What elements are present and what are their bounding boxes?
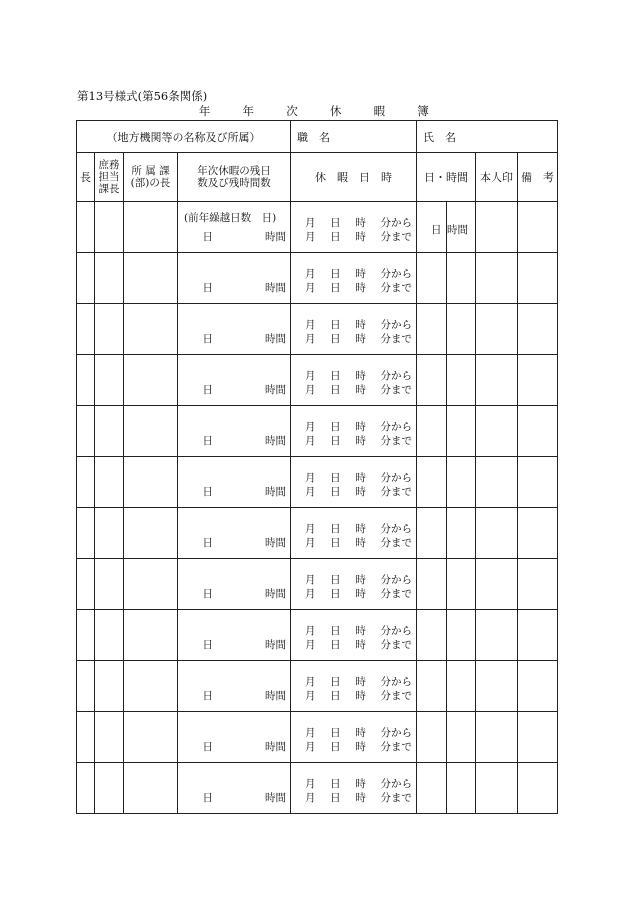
leave-period-cell[interactable]: 月 日 時 分から 月 日 時 分まで bbox=[291, 202, 417, 253]
chief-seal-cell[interactable] bbox=[77, 355, 95, 406]
entry-row bbox=[77, 610, 558, 661]
day-hour-cell[interactable] bbox=[417, 457, 476, 508]
chief-seal-cell[interactable] bbox=[77, 202, 95, 253]
personal-seal-cell[interactable] bbox=[476, 712, 518, 763]
remarks-cell[interactable] bbox=[518, 253, 558, 304]
header-row-columns bbox=[77, 153, 558, 202]
day-hour-cell[interactable] bbox=[417, 559, 476, 610]
division-head-seal-cell[interactable] bbox=[124, 508, 178, 559]
entry-row bbox=[77, 661, 558, 712]
personal-seal-cell[interactable] bbox=[476, 610, 518, 661]
entry-row bbox=[77, 406, 558, 457]
general-affairs-seal-cell[interactable] bbox=[95, 355, 124, 406]
division-head-seal-cell[interactable] bbox=[124, 763, 178, 814]
leave-period-cell[interactable]: 月 日 時 分から 月 日 時 分まで bbox=[291, 763, 417, 814]
header-row-org bbox=[77, 121, 558, 153]
leave-period-cell[interactable]: 月 日 時 分から 月 日 時 分まで bbox=[291, 610, 417, 661]
division-head-seal-cell[interactable] bbox=[124, 610, 178, 661]
remarks-cell[interactable] bbox=[518, 406, 558, 457]
col-division-head: 所 属 課 (部)の長 bbox=[124, 153, 178, 202]
general-affairs-seal-cell[interactable] bbox=[95, 457, 124, 508]
entry-row bbox=[77, 457, 558, 508]
day-hour-cell[interactable] bbox=[417, 712, 476, 763]
remaining-leave-cell[interactable]: (前年繰越日数 日) 日 時間 bbox=[178, 202, 291, 253]
personal-seal-cell[interactable] bbox=[476, 406, 518, 457]
leave-period-cell[interactable]: 月 日 時 分から 月 日 時 分まで bbox=[291, 508, 417, 559]
remarks-cell[interactable] bbox=[518, 457, 558, 508]
col-day-hour: 日・時間 bbox=[417, 153, 476, 202]
leave-period-cell[interactable]: 月 日 時 分から 月 日 時 分まで bbox=[291, 661, 417, 712]
day-hour-cell[interactable] bbox=[417, 253, 476, 304]
remarks-cell[interactable] bbox=[518, 202, 558, 253]
chief-seal-cell[interactable] bbox=[77, 406, 95, 457]
day-hour-cell[interactable] bbox=[417, 763, 476, 814]
personal-seal-cell[interactable] bbox=[476, 763, 518, 814]
col-general-affairs: 庶務 担当 課長 bbox=[95, 153, 124, 202]
division-head-seal-cell[interactable] bbox=[124, 355, 178, 406]
entry-row bbox=[77, 355, 558, 406]
remaining-leave-cell[interactable]: 日 時間 bbox=[178, 610, 291, 661]
personal-seal-cell[interactable] bbox=[476, 355, 518, 406]
leave-period-cell[interactable]: 月 日 時 分から 月 日 時 分まで bbox=[291, 559, 417, 610]
remaining-leave-cell[interactable]: 日 時間 bbox=[178, 508, 291, 559]
entry-row bbox=[77, 202, 558, 253]
general-affairs-seal-cell[interactable] bbox=[95, 304, 124, 355]
day-hour-cell[interactable] bbox=[417, 304, 476, 355]
remaining-leave-cell[interactable]: 日 時間 bbox=[178, 355, 291, 406]
day-hour-cell[interactable] bbox=[417, 355, 476, 406]
chief-seal-cell[interactable] bbox=[77, 763, 95, 814]
division-head-seal-cell[interactable] bbox=[124, 202, 178, 253]
general-affairs-seal-cell[interactable] bbox=[95, 253, 124, 304]
general-affairs-seal-cell[interactable] bbox=[95, 763, 124, 814]
col-seal: 本人印 bbox=[476, 153, 518, 202]
page-title: 年 年 次 休 暇 簿 bbox=[198, 104, 440, 118]
chief-seal-cell[interactable] bbox=[77, 304, 95, 355]
entry-row bbox=[77, 508, 558, 559]
remaining-leave-cell[interactable]: 日 時間 bbox=[178, 253, 291, 304]
col-leave-period: 休 暇 日 時 bbox=[291, 153, 417, 202]
remaining-leave-cell[interactable]: 日 時間 bbox=[178, 661, 291, 712]
entry-row bbox=[77, 763, 558, 814]
col-remaining-leave: 年次休暇の残日 数及び残時間数 bbox=[178, 153, 291, 202]
general-affairs-seal-cell[interactable] bbox=[95, 202, 124, 253]
personal-seal-cell[interactable] bbox=[476, 508, 518, 559]
personal-seal-cell[interactable] bbox=[476, 661, 518, 712]
leave-period-cell[interactable]: 月 日 時 分から 月 日 時 分まで bbox=[291, 457, 417, 508]
remarks-cell[interactable] bbox=[518, 559, 558, 610]
division-head-seal-cell[interactable] bbox=[124, 406, 178, 457]
day-hour-cell[interactable] bbox=[417, 406, 476, 457]
entry-row bbox=[77, 559, 558, 610]
remaining-leave-cell[interactable]: 日 時間 bbox=[178, 406, 291, 457]
remaining-leave-cell[interactable]: 日 時間 bbox=[178, 559, 291, 610]
leave-period-cell[interactable]: 月 日 時 分から 月 日 時 分まで bbox=[291, 712, 417, 763]
annual-leave-ledger-table bbox=[76, 120, 558, 814]
personal-seal-cell[interactable] bbox=[476, 304, 518, 355]
division-head-seal-cell[interactable] bbox=[124, 253, 178, 304]
day-hour-cell[interactable]: 日 時間 bbox=[417, 202, 476, 253]
org-name-label: （地方機関等の名称及び所属） bbox=[77, 121, 291, 153]
remarks-cell[interactable] bbox=[518, 304, 558, 355]
remaining-leave-cell[interactable]: 日 時間 bbox=[178, 763, 291, 814]
leave-period-cell[interactable]: 月 日 時 分から 月 日 時 分まで bbox=[291, 355, 417, 406]
chief-seal-cell[interactable] bbox=[77, 661, 95, 712]
division-head-seal-cell[interactable] bbox=[124, 457, 178, 508]
form-number: 第13号様式(第56条関係) bbox=[77, 89, 208, 103]
entry-row bbox=[77, 253, 558, 304]
general-affairs-seal-cell[interactable] bbox=[95, 559, 124, 610]
personal-seal-cell[interactable] bbox=[476, 559, 518, 610]
remarks-cell[interactable] bbox=[518, 508, 558, 559]
chief-seal-cell[interactable] bbox=[77, 508, 95, 559]
entry-row bbox=[77, 712, 558, 763]
chief-seal-cell[interactable] bbox=[77, 559, 95, 610]
remarks-cell[interactable] bbox=[518, 712, 558, 763]
day-hour-cell[interactable] bbox=[417, 610, 476, 661]
name-label: 氏 名 bbox=[417, 121, 558, 153]
chief-seal-cell[interactable] bbox=[77, 253, 95, 304]
remarks-cell[interactable] bbox=[518, 355, 558, 406]
chief-seal-cell[interactable] bbox=[77, 610, 95, 661]
leave-period-cell[interactable]: 月 日 時 分から 月 日 時 分まで bbox=[291, 253, 417, 304]
personal-seal-cell[interactable] bbox=[476, 202, 518, 253]
day-hour-cell[interactable] bbox=[417, 661, 476, 712]
division-head-seal-cell[interactable] bbox=[124, 661, 178, 712]
division-head-seal-cell[interactable] bbox=[124, 712, 178, 763]
remaining-leave-cell[interactable]: 日 時間 bbox=[178, 304, 291, 355]
position-label: 職 名 bbox=[291, 121, 417, 153]
col-chief: 長 bbox=[77, 153, 95, 202]
carryover-days: (前年繰越日数 日) bbox=[184, 212, 277, 224]
chief-seal-cell[interactable] bbox=[77, 712, 95, 763]
remarks-cell[interactable] bbox=[518, 661, 558, 712]
remarks-cell[interactable] bbox=[518, 610, 558, 661]
division-head-seal-cell[interactable] bbox=[124, 559, 178, 610]
leave-period-cell[interactable]: 月 日 時 分から 月 日 時 分まで bbox=[291, 304, 417, 355]
remaining-leave-cell[interactable]: 日 時間 bbox=[178, 457, 291, 508]
general-affairs-seal-cell[interactable] bbox=[95, 661, 124, 712]
remarks-cell[interactable] bbox=[518, 763, 558, 814]
general-affairs-seal-cell[interactable] bbox=[95, 508, 124, 559]
entry-row bbox=[77, 304, 558, 355]
general-affairs-seal-cell[interactable] bbox=[95, 406, 124, 457]
chief-seal-cell[interactable] bbox=[77, 457, 95, 508]
division-head-seal-cell[interactable] bbox=[124, 304, 178, 355]
col-remarks: 備 考 bbox=[518, 153, 558, 202]
personal-seal-cell[interactable] bbox=[476, 253, 518, 304]
remaining-leave-cell[interactable]: 日 時間 bbox=[178, 712, 291, 763]
general-affairs-seal-cell[interactable] bbox=[95, 712, 124, 763]
personal-seal-cell[interactable] bbox=[476, 457, 518, 508]
leave-period-cell[interactable]: 月 日 時 分から 月 日 時 分まで bbox=[291, 406, 417, 457]
general-affairs-seal-cell[interactable] bbox=[95, 610, 124, 661]
day-hour-cell[interactable] bbox=[417, 508, 476, 559]
